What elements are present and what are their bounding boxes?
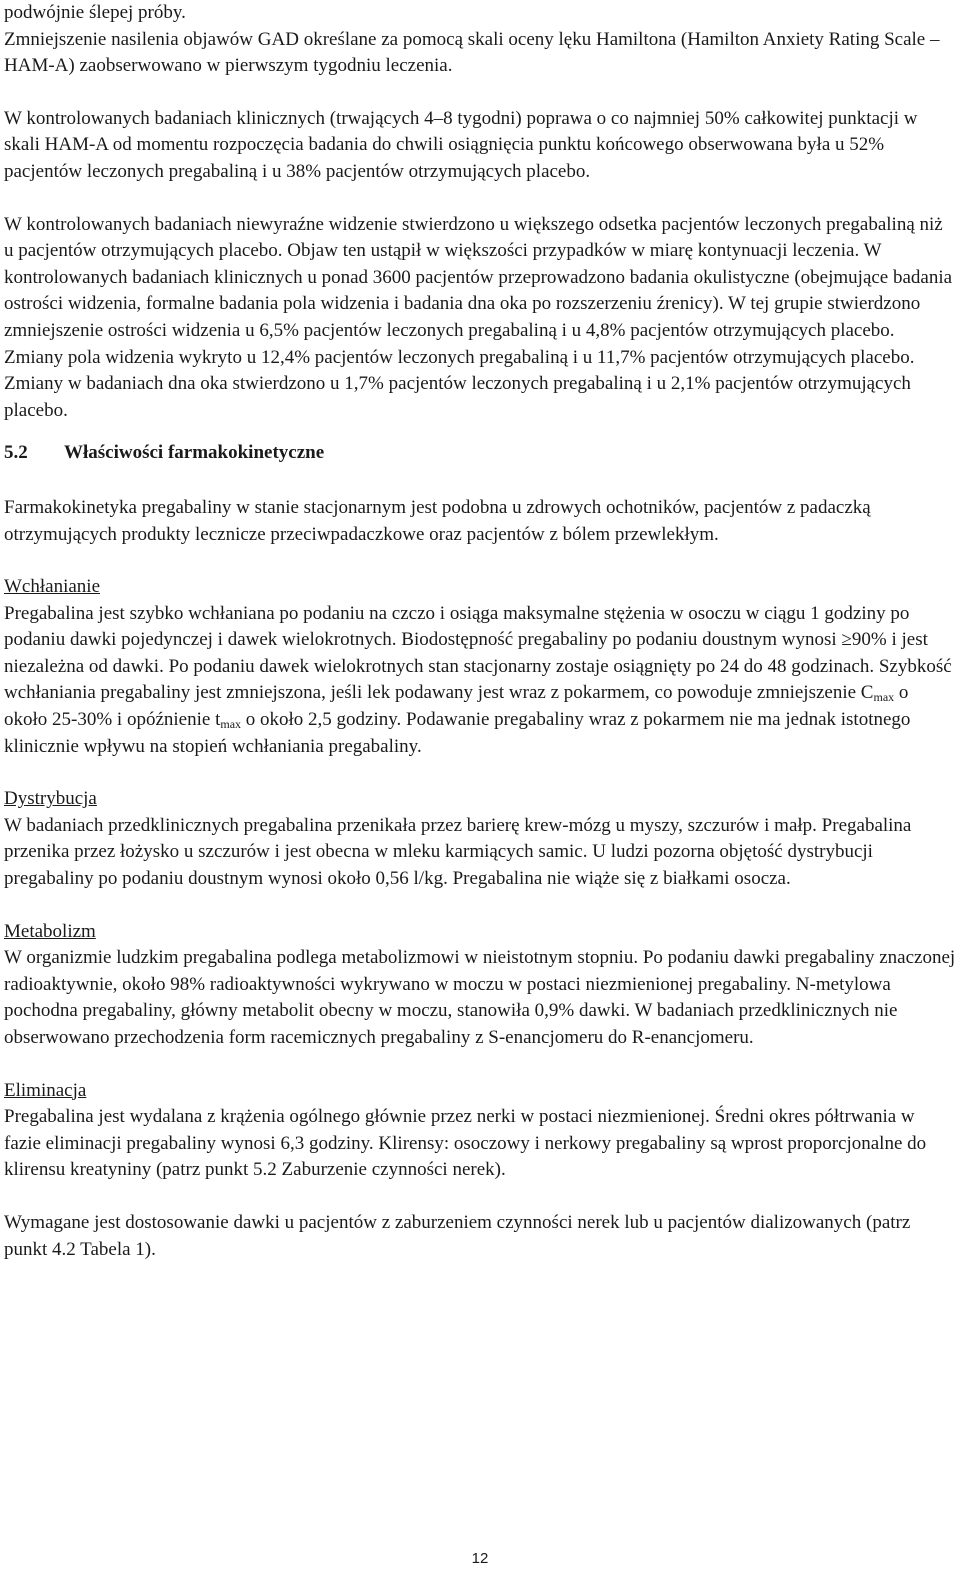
paragraph-pharmacokinetics: Farmakokinetyka pregabaliny w stanie stacjonarnym jest podobna u zdrowych ochotników, pacjentów z padaczką otrzymujących produkty lecznicze przeciwpadaczkowe oraz pacjentów z bólem przewlekłym. xyxy=(4,496,871,545)
subheading-distribution: Dystrybucja xyxy=(4,788,97,810)
document-page xyxy=(4,0,956,1263)
section-title: Właściwości farmakokinetyczne xyxy=(64,442,325,464)
subscript-max: max xyxy=(873,690,895,705)
subheading-elimination: Eliminacja xyxy=(4,1079,87,1101)
paragraph-metabolism: W organizmie ludzkim pregabalina podlega metabolizmowi w nieistotnym stopniu. Po podaniu dawki pregabaliny znaczonej radioaktywnie, około 98% radioaktywności wykrywano w moczu w postaci niezmienionej pregabaliny. N-metylowa pochodna pregabaliny, główny metabolit obecny w moczu, stanowiła 0,9% dawki. W badaniach przedklinicznych nie obserwowano przechodzenia form racemicznych pregabaliny z S-enancjomeru do R-enancjomeru. xyxy=(4,947,956,1048)
subscript-max: max xyxy=(220,717,242,732)
paragraph-vision: W kontrolowanych badaniach niewyraźne widzenie stwierdzono u większego odsetka pacjentów leczonych pregabaliną niż u pacjentów otrzymujących placebo. Objaw ten ustąpił w większości przypadków w miarę kontynuacji leczenia. W kontrolowanych badaniach klinicznych u ponad 3600 pacjentów przeprowadzono badania okulistyczne (obejmujące badania ostrości widzenia, formalne badania pola widzenia i badania dna oka po rozszerzeniu źrenicy). W tej grupie stwierdzono zmniejszenie ostrości widzenia u 6,5% pacjentów leczonych pregabaliną i u 4,8% pacjentów otrzymujących placebo. Zmiany pola widzenia wykryto u 12,4% pacjentów leczonych pregabaliną i u 11,7% pacjentów otrzymujących placebo. Zmiany w badaniach dna oka stwierdzono u 1,7% pacjentów leczonych pregabaliną i u 2,1% pacjentów otrzymujących placebo. xyxy=(4,213,953,421)
paragraph-dose-adjustment: Wymagane jest dostosowanie dawki u pacjentów z zaburzeniem czynności nerek lub u pacjentów dializowanych (patrz punkt 4.2 Tabela 1). xyxy=(4,1211,911,1260)
paragraph-ham-a-results: W kontrolowanych badaniach klinicznych (trwających 4–8 tygodni) poprawa o co najmniej 50% całkowitej punktacji w skali HAM-A od momentu rozpoczęcia badania do chwili osiągnięcia punktu końcowego obserwowana była u 52% pacjentów leczonych pregabaliną i u 38% pacjentów otrzymujących placebo. xyxy=(4,107,918,182)
paragraph-absorption: Pregabalina jest szybko wchłaniana po podaniu na czczo i osiąga maksymalne stężenia w osoczu w ciągu 1 godziny po podaniu dawki pojedynczej i dawek wielokrotnych. Biodostępność pregabaliny po podaniu doustnym wynosi ≥90% i jest niezależna od dawki. Po podaniu dawek wielokrotnych stan stacjonarny zostaje osiągnięty po 24 do 48 godzinach. Szybkość wchłaniania pregabaliny jest zmniejszona, jeśli lek podawany jest wraz z pokarmem, co powoduje zmniejszenie $C_{max}$ o około 25-30% i opóźnienie $t_{max}$ o około 2,5 godziny. Podawanie pregabaliny wraz z pokarmem nie ma jednak istotnego klinicznie wpływu na stopień wchłaniania pregabaliny. xyxy=(4,602,952,757)
greater-equal-symbol: ≥ xyxy=(841,629,852,651)
subheading-metabolism: Metabolizm xyxy=(4,920,96,942)
page-number: 12 xyxy=(471,1550,489,1567)
paragraph-continued: podwójnie ślepej próby. xyxy=(4,2,186,23)
paragraph-elimination: Pregabalina jest wydalana z krążenia ogólnego głównie przez nerki w postaci niezmienionej. Średni okres półtrwania w fazie eliminacji pregabaliny wynosi 6,3 godziny. Klirensy: osoczowy i nerkowy pregabaliny są wprost proporcjonalne do klirensu kreatyniny (patrz punkt 5.2 Zaburzenie czynności nerek). xyxy=(4,1106,927,1181)
section-heading xyxy=(4,440,956,467)
paragraph-distribution: W badaniach przedklinicznych pregabalina przenikała przez barierę krew-mózg u myszy, szczurów i małp. Pregabalina przenika przez łożysko u szczurów i jest obecna w mleku karmiących samic. U ludzi pozorna objętość dystrybucji pregabaliny po podaniu doustnym wynosi około 0,56 l/kg. Pregabalina nie wiąże się z białkami osocza. xyxy=(4,814,912,890)
subheading-absorption: Wchłanianie xyxy=(4,576,101,598)
paragraph-gad-reduction: Zmniejszenie nasilenia objawów GAD określane za pomocą skali oceny lęku Hamiltona (Hamilton Anxiety Rating Scale – HAM-A) zaobserwowano w pierwszym tygodniu leczenia. xyxy=(4,28,940,77)
section-number: 5.2 xyxy=(4,442,28,464)
